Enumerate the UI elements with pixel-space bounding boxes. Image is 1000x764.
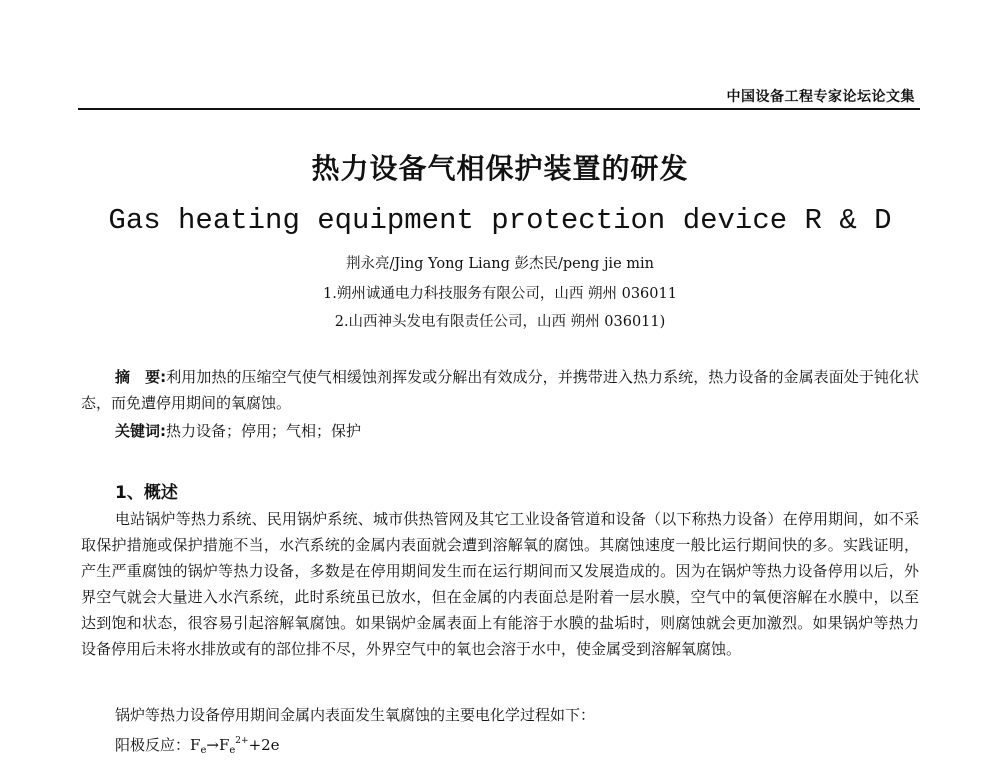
equation-rhs-sup: 2+ <box>235 736 249 746</box>
keywords-text: 热力设备；停用；气相；保护 <box>166 422 362 440</box>
paragraph: 锅炉等热力设备停用期间金属内表面发生氧腐蚀的主要电化学过程如下： <box>115 706 596 724</box>
title-chinese: 热力设备气相保护装置的研发 <box>311 152 689 185</box>
equation-lhs-sub: e <box>200 745 207 756</box>
equation-rhs: F <box>218 736 230 754</box>
abstract <box>81 364 919 416</box>
paragraph: 电站锅炉等热力系统、民用锅炉系统、城市供热管网及其它工业设备管道和设备（以下称热力设备）在停用期间，如不采取保护措施或保护措施不当，水汽系统的金属内表面就会遭到溶解氧的腐蚀。其腐蚀速度一般比运行期间快的多。实践证明，产生严重腐蚀的锅炉等热力设备，多数是在停用期间发生而在运行期间而又发展造成的。因为在锅炉等热力设备停用以后，外界空气就会大量进入水汽系统，此时系统虽已放水，但在金属的内表面总是附着一层水膜，空气中的氧便溶解在水膜中，以至达到饱和状态，很容易引起溶解氧腐蚀。如果锅炉金属表面上有能溶于水膜的盐垢时，则腐蚀就会更加激烈。如果锅炉等热力设备停用后未将水排放或有的部位排不尽，外界空气中的氧也会溶于水中，使金属受到溶解氧腐蚀。 <box>81 510 919 658</box>
affiliation-2: 2.山西神头发电有限责任公司，山西 朔州 036011) <box>334 314 666 330</box>
equation-tail: +2e <box>248 736 280 754</box>
abstract-label: 摘 要: <box>115 368 167 386</box>
keywords-label: 关键词: <box>115 422 166 440</box>
equation-lhs: F <box>190 736 201 754</box>
affiliation-1: 1.朔州诚通电力科技服务有限公司，山西 朔州 036011 <box>323 286 677 302</box>
equation-label: 阳极反应： <box>115 736 191 754</box>
equation-rhs-sub: e <box>229 745 236 756</box>
abstract-text: 利用加热的压缩空气使气相缓蚀剂挥发或分解出有效成分，并携带进入热力系统，热力设备的金属表面处于钝化状态，而免遭停用期间的氧腐蚀。 <box>81 368 919 412</box>
authors: 荆永亮/Jing Yong Liang 彭杰民/peng jie min <box>345 256 654 272</box>
header-rule <box>78 108 920 110</box>
title-english: Gas heating equipment protection device R & D <box>108 204 892 237</box>
section-heading: 1、概述 <box>115 483 178 503</box>
equation-anode <box>81 728 919 764</box>
equation-arrow: → <box>206 736 219 754</box>
running-head: 中国设备工程专家论坛论文集 <box>726 89 915 105</box>
keywords <box>81 418 919 444</box>
